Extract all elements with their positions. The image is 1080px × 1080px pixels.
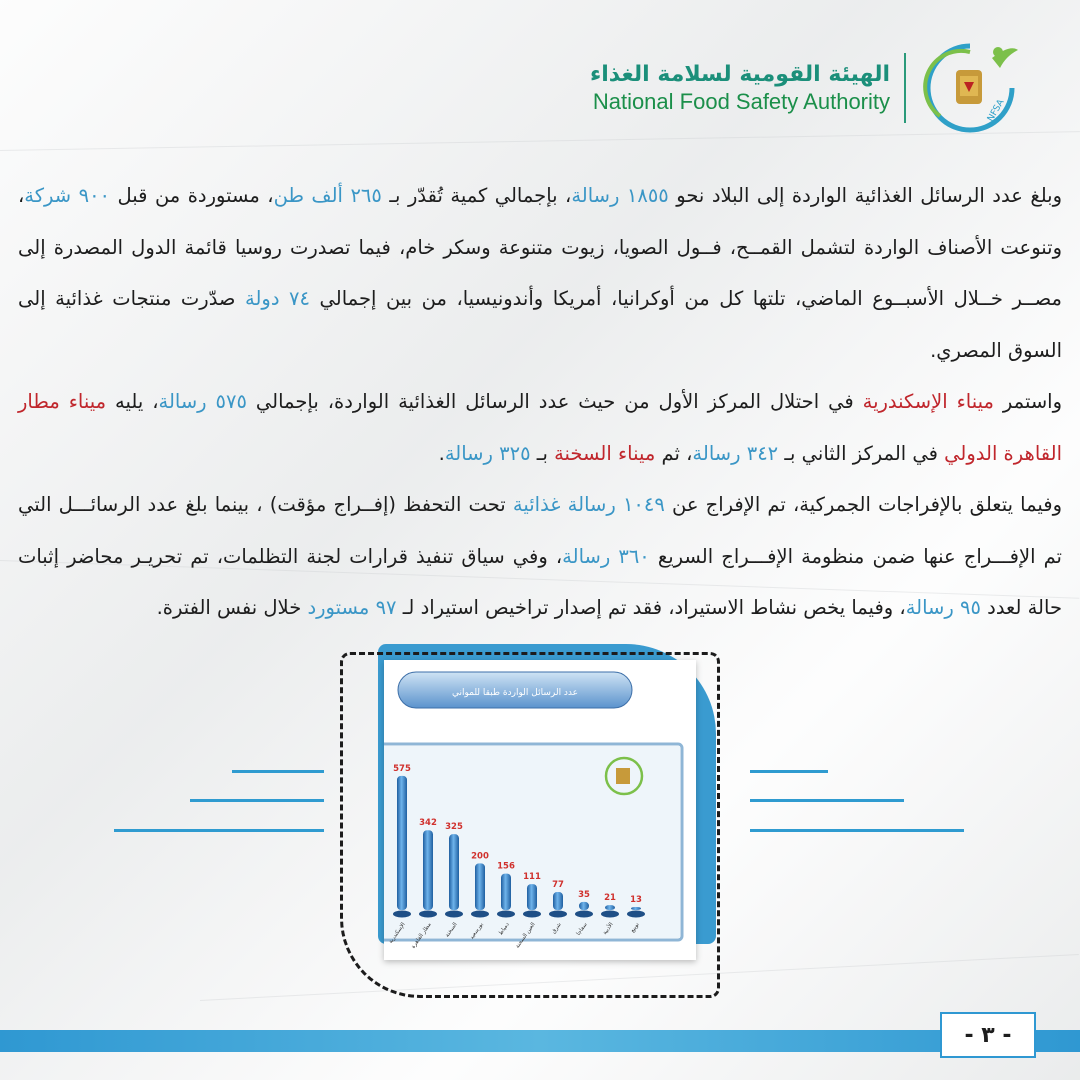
bar bbox=[579, 902, 589, 910]
body-text-run: في المركز الثاني بـ bbox=[778, 441, 945, 465]
category-label: العين السخنة bbox=[514, 921, 537, 950]
bar-base bbox=[601, 911, 619, 918]
bar-value-label: 575 bbox=[393, 763, 411, 774]
decor-line bbox=[750, 770, 828, 773]
category-label: سفاجا bbox=[575, 921, 589, 937]
category-label: شرق bbox=[550, 921, 563, 935]
brand-separator bbox=[904, 53, 906, 123]
body-text-run: ، ثم bbox=[655, 441, 693, 465]
chart-card bbox=[384, 660, 696, 960]
category-label: بورسعيد bbox=[468, 921, 485, 941]
category-label: مطار القاهرة bbox=[410, 921, 433, 950]
body-text-run: تحت التحفظ (إفــراج مؤقت) ، بينما بلغ عدد الرسائـــل التي تم الإفـــراج عنها ضمن منظومة الإفـــراج السريع bbox=[18, 493, 1062, 568]
bar-base bbox=[627, 911, 645, 918]
bar bbox=[475, 863, 485, 910]
bar-base bbox=[575, 911, 593, 918]
body-text-run: ، يليه bbox=[106, 390, 159, 413]
highlighted-text: ٩٠٠ شركة bbox=[24, 184, 111, 207]
bar bbox=[631, 907, 641, 910]
body-text-run: ، بإجمالي كمية تُقدّر بـ bbox=[381, 184, 572, 207]
page-number-text: - ٣ - bbox=[964, 1022, 1012, 1048]
category-label: دمياط bbox=[497, 921, 511, 937]
bar bbox=[501, 874, 511, 910]
body-text-run: ، مستوردة من قبل bbox=[110, 184, 274, 207]
highlighted-text: ٣٤٢ رسالة bbox=[692, 441, 779, 465]
org-name-english: National Food Safety Authority bbox=[592, 88, 890, 114]
bar-base bbox=[419, 911, 437, 918]
bar-value-label: 21 bbox=[604, 893, 616, 904]
body-text-run: صدّرت منتجات غذائية إلى السوق المصري. bbox=[18, 287, 1062, 362]
category-label: الأدبية bbox=[602, 921, 615, 937]
bar bbox=[397, 776, 407, 910]
body-text-run: وبلغ عدد الرسائل الغذائية الواردة إلى البلاد نحو bbox=[668, 184, 1062, 207]
highlighted-text: ١٠٤٩ رسالة غذائية bbox=[512, 493, 665, 516]
body-text-run: . bbox=[438, 441, 445, 465]
bar-base bbox=[549, 911, 567, 918]
bar-value-label: 13 bbox=[630, 894, 642, 905]
footer-band bbox=[0, 1030, 1080, 1052]
bar-value-label: 156 bbox=[497, 861, 515, 872]
bar bbox=[605, 905, 615, 910]
bar-base bbox=[523, 911, 541, 918]
highlighted-text: ميناء الإسكندرية bbox=[862, 390, 994, 413]
logo-badge-text: NFSA bbox=[985, 97, 1007, 124]
port-messages-chart bbox=[384, 660, 696, 960]
decor-line bbox=[232, 770, 324, 773]
decor-line bbox=[190, 799, 324, 802]
bar-base bbox=[393, 911, 411, 918]
paragraph-releases bbox=[18, 479, 1062, 634]
body-text-run: ، وفيما يخص نشاط الاستيراد، فقد تم إصدار تراخيص استيراد لـ bbox=[396, 596, 906, 619]
nfsa-logo bbox=[920, 38, 1020, 138]
body-text-run: خلال نفس الفترة. bbox=[156, 596, 308, 619]
highlighted-text: ٢٦٥ ألف طن bbox=[273, 184, 382, 207]
highlighted-text: ٣٢٥ رسالة bbox=[444, 441, 531, 465]
body-text-run: ، وتنوعت الأصناف الواردة لتشمل القمــح، فــول الصويا، زيوت متنوعة وسكر خام، فيما تصدرت روسيا قائمة الدول المصدرة إلى مصــر خــلال الأسبــوع الماضي، تلتها كل من أوكرانيا، أمريكا وأندونيسيا، من بين إجمالي bbox=[18, 184, 1062, 310]
bar-base bbox=[497, 911, 515, 918]
bar-value-label: 200 bbox=[471, 851, 489, 862]
bar-value-label: 325 bbox=[445, 822, 463, 833]
highlighted-text: ٩٥ رسالة bbox=[905, 596, 981, 619]
body-text-run: بـ bbox=[530, 441, 555, 465]
brand-text bbox=[590, 62, 890, 115]
paragraph-ports bbox=[18, 376, 1062, 479]
category-label: نويبع bbox=[629, 921, 641, 934]
highlighted-text: ٥٧٥ رسالة bbox=[158, 390, 247, 413]
body-text-run: وفيما يتعلق بالإفراجات الجمركية، تم الإفراج عن bbox=[664, 493, 1063, 516]
highlighted-text: ٩٧ مستورد bbox=[307, 596, 397, 619]
nfsa-logo-icon bbox=[920, 38, 1020, 138]
category-label: السخنة bbox=[444, 921, 459, 939]
category-label: الإسكندرية bbox=[387, 921, 407, 945]
header bbox=[590, 38, 1020, 138]
org-name-arabic: الهيئة القومية لسلامة الغذاء bbox=[589, 61, 890, 87]
bar-value-label: 77 bbox=[552, 880, 564, 891]
bar-value-label: 111 bbox=[523, 872, 541, 883]
chart-title: عدد الرسائل الواردة طبقا للمواني bbox=[451, 688, 579, 698]
highlighted-text: ميناء مطار القاهرة الدولي bbox=[18, 390, 1062, 465]
bar bbox=[423, 830, 433, 910]
article-body bbox=[18, 170, 1062, 634]
highlighted-text: ٧٤ دولة bbox=[245, 287, 310, 310]
highlighted-text: ٣٦٠ رسالة bbox=[562, 544, 650, 568]
bar bbox=[527, 884, 537, 910]
bar bbox=[449, 834, 459, 910]
decor-line bbox=[750, 829, 964, 832]
highlighted-text: ميناء السخنة bbox=[554, 441, 656, 465]
body-text-run: في احتلال المركز الأول من حيث عدد الرسائل الغذائية الواردة، بإجمالي bbox=[246, 390, 863, 413]
decor-line bbox=[114, 829, 324, 832]
body-text-run: واستمر bbox=[993, 390, 1063, 413]
highlighted-text: ١٨٥٥ رسالة bbox=[571, 184, 669, 207]
bar bbox=[553, 892, 563, 910]
decor-line bbox=[750, 799, 904, 802]
paragraph-imports bbox=[18, 170, 1062, 376]
bar-value-label: 35 bbox=[578, 889, 590, 900]
bar-base bbox=[445, 911, 463, 918]
bar-base bbox=[471, 911, 489, 918]
body-text-run: ، وفي سياق تنفيذ قرارات لجنة التظلمات، تم تحريـر محاضر إثبات حالة لعدد bbox=[18, 544, 1062, 619]
bar-value-label: 342 bbox=[419, 818, 437, 829]
page-number bbox=[940, 1012, 1036, 1058]
